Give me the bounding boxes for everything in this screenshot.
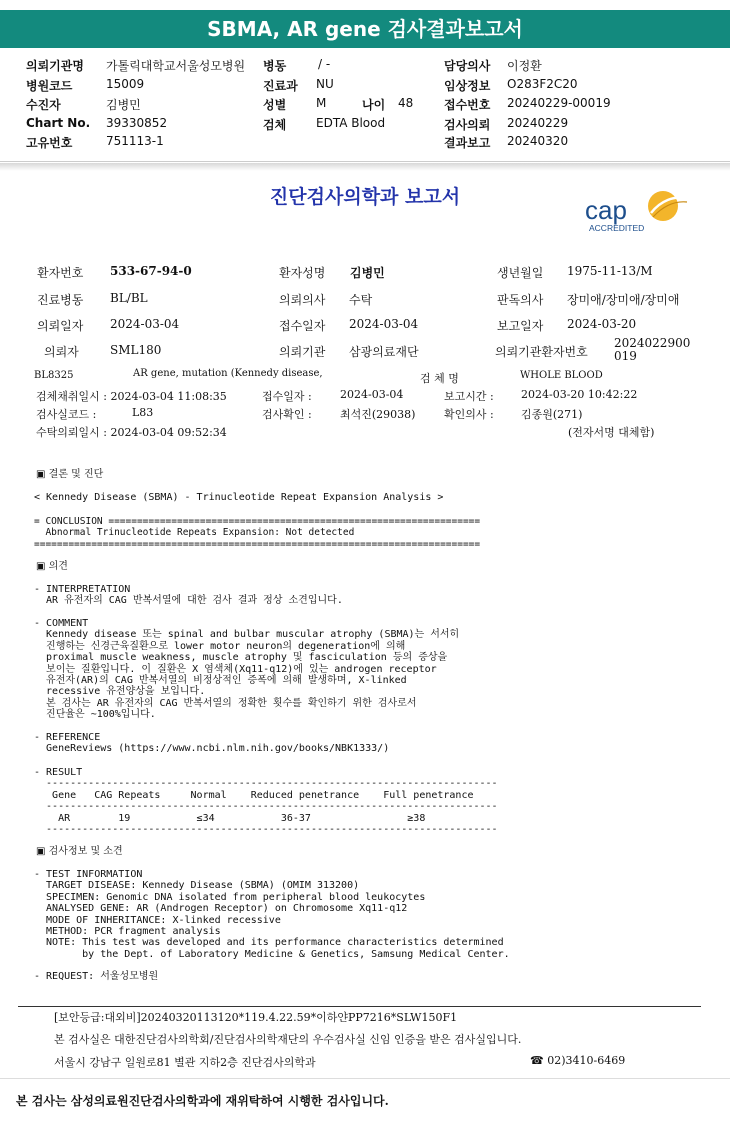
e-signature-note: (전자서명 대체함)	[568, 426, 655, 439]
header-value: 20240229-00019	[507, 96, 611, 110]
test-information-block: - TEST INFORMATION TARGET DISEASE: Kennedy Disease (SBMA) (OMIM 313200) SPECIMEN: Genomic DNA isolated from peripheral blood leukocytes ANALYSED GENE: AR (Androgen Receptor) on Chromosome Xq11-q12 MODE OF INHERITANCE: X-linked recessive METHOD: PCR fragment analysis NOTE: This test was developed and its performance characteristics determined by the Dept. of Laboratory Medicine & Genetics, Samsung Medical Center.	[34, 869, 510, 960]
collect-time: 검체채취일시 : 2024-03-04 11:08:35	[36, 390, 227, 403]
certification-note: 본 검사실은 대한진단검사의학회/진단검사의학재단의 우수검사실 신임 인증을 받은 검사실입니다.	[54, 1033, 522, 1046]
receipt-label: 접수일자 :	[262, 390, 312, 403]
info-label: 의뢰자	[44, 345, 79, 359]
lab-address: 서울시 강남구 일원로81 별관 지하2층 진단검사의학과	[54, 1056, 316, 1069]
conclusion-subtitle: < Kennedy Disease (SBMA) - Trinucleotide Repeat Expansion Analysis >	[34, 492, 444, 503]
header-label: 임상정보	[444, 79, 491, 93]
report-banner: SBMA, AR gene 검사결과보고서	[0, 10, 730, 48]
section-opinion-heading: ▣ 의견	[36, 561, 68, 572]
conclusion-block: = CONCLUSION ================================================================= Abnormal Trinucleotide Repeats Expansion: Not detected ==============================================================================	[34, 516, 481, 550]
header-label: 진료과	[263, 79, 298, 93]
info-label: 의뢰의사	[279, 293, 326, 307]
header-value: EDTA Blood	[316, 116, 386, 130]
footer-divider	[18, 1006, 701, 1007]
info-value: 김병민	[350, 266, 385, 280]
test-name: AR gene, mutation (Kennedy disease,	[133, 368, 323, 379]
header-value: / -	[318, 57, 331, 71]
result-table: - RESULT --------------------------------------------------------------------------- Gene CAG Repeats Normal Reduced penetrance Full penetrance --------------------------------------------------------------------------- AR 19 ≤34 36-37 ≥38 ---------------------------------------------------------------------------	[34, 767, 498, 836]
reference-block: - REFERENCE GeneReviews (https://www.ncbi.nlm.nih.gov/books/NBK1333/)	[34, 732, 390, 755]
header-label: Chart No.	[26, 116, 91, 130]
info-label: 판독의사	[497, 293, 544, 307]
cap-logo-sub: ACCREDITED	[589, 223, 645, 233]
age-label: 나이	[362, 98, 386, 112]
reconsignment-note: 본 검사는 삼성의료원진단검사의학과에 재위탁하여 시행한 검사입니다.	[16, 1094, 389, 1108]
report-time: 2024-03-20 10:42:22	[521, 388, 638, 401]
info-value: 장미애/장미애/장미애	[567, 293, 680, 307]
header-value: 20240320	[507, 134, 569, 148]
cap-accredited-logo	[583, 188, 693, 234]
info-label: 의뢰기관	[279, 345, 326, 359]
info-value: 2024-03-04	[110, 317, 180, 331]
info-label: 의뢰기관환자번호	[495, 345, 588, 359]
info-label: 환자번호	[37, 266, 84, 280]
header-label: 고유번호	[26, 136, 73, 150]
age-value: 48	[398, 96, 414, 110]
interpretation-block: - INTERPRETATION AR 유전자의 CAG 반복서열에 대한 검사 결과 정상 소견입니다.	[34, 584, 343, 607]
spec-value: WHOLE BLOOD	[520, 370, 603, 381]
request-line: - REQUEST: 서울성모병원	[34, 971, 159, 982]
section-testinfo-heading: ▣ 검사정보 및 소견	[36, 846, 123, 857]
header-value: 39330852	[106, 116, 168, 130]
header-value: 김병민	[106, 98, 141, 112]
info-value: 2024-03-20	[567, 317, 637, 331]
header-label: 병동	[263, 59, 287, 73]
receipt-date: 2024-03-04	[340, 388, 404, 401]
header-divider	[0, 161, 730, 162]
page-divider	[0, 1078, 730, 1079]
info-value: 2024-03-04	[349, 317, 419, 331]
info-label: 보고일자	[497, 319, 544, 333]
info-value: 533-67-94-0	[110, 264, 192, 278]
header-label: 검사의뢰	[444, 118, 491, 132]
confirm-doctor-label: 확인의사 :	[444, 408, 494, 421]
info-label: 접수일자	[279, 319, 326, 333]
info-value: 수탁	[349, 293, 373, 307]
section-conclusion-heading: ▣ 결론 및 진단	[36, 469, 104, 480]
header-value: O283F2C20	[507, 77, 578, 91]
header-label: 결과보고	[444, 136, 491, 150]
header-label: 접수번호	[444, 98, 491, 112]
info-label: 의뢰일자	[37, 319, 84, 333]
header-value: 이정환	[507, 59, 542, 73]
security-line: [보안등급:대외비]20240320113120*119.4.22.59*이하얀PP7216*SLW150F1	[54, 1011, 458, 1024]
header-value: 가톨릭대학교서울성모병원	[106, 59, 246, 73]
info-value: SML180	[110, 343, 162, 357]
verify-value: 최석진(29038)	[340, 408, 416, 421]
lab-code: L83	[132, 406, 154, 419]
header-shadow	[0, 163, 730, 171]
test-code: BL8325	[34, 370, 74, 381]
header-label: 수진자	[26, 98, 61, 112]
request-time: 수탁의뢰일시 : 2024-03-04 09:52:34	[36, 426, 227, 439]
cap-logo-graphic	[583, 188, 693, 234]
info-value: 2024022900019	[614, 336, 691, 363]
spec-label: 검 체 명	[420, 372, 459, 385]
verify-label: 검사확인 :	[262, 408, 312, 421]
info-label: 진료병동	[37, 293, 84, 307]
report-time-label: 보고시간 :	[444, 390, 494, 403]
header-label: 병원코드	[26, 79, 73, 93]
header-value: 20240229	[507, 116, 569, 130]
header-value: 751113-1	[106, 134, 164, 148]
header-label: 담당의사	[444, 59, 491, 73]
info-label: 생년월일	[497, 266, 544, 280]
lab-phone: ☎ 02)3410-6469	[530, 1054, 626, 1067]
header-label: 검체	[263, 118, 287, 132]
cap-logo-text: cap	[585, 195, 627, 225]
header-label: 의뢰기관명	[26, 59, 84, 73]
info-value: 삼광의료재단	[349, 345, 419, 359]
lab-code-label: 검사실코드 :	[36, 408, 97, 421]
header-value: NU	[316, 77, 334, 91]
header-value: 15009	[106, 77, 145, 91]
info-value: BL/BL	[110, 291, 148, 305]
header-value: M	[316, 96, 327, 110]
confirm-doctor: 김종원(271)	[521, 408, 583, 421]
info-label: 환자성명	[279, 266, 326, 280]
report-title: 진단검사의학과 보고서	[269, 186, 461, 208]
header-label: 성별	[263, 98, 287, 112]
info-value: 1975-11-13/M	[567, 264, 653, 278]
comment-block: - COMMENT Kennedy disease 또는 spinal and bulbar muscular atrophy (SBMA)는 서서히 진행하는 신경근육질환으로 lower motor neuron의 degeneration에 의해 proximal muscle weakness, muscle atrophy 및 fasciculation 등의 증상을 보이는 질환입니다. 이 질환은 X 염색체(Xq11-q12)에 있는 androgen receptor 유전자(AR)의 CAG 반복서열의 비정상적인 증폭에 의해 발생하며, X-linked recessive 유전양상을 보입니다. 본 검사는 AR 유전자의 CAG 반복서열의 정확한 횟수를 확인하기 위한 검사로서 진단율은 ~100%입니다.	[34, 618, 460, 721]
